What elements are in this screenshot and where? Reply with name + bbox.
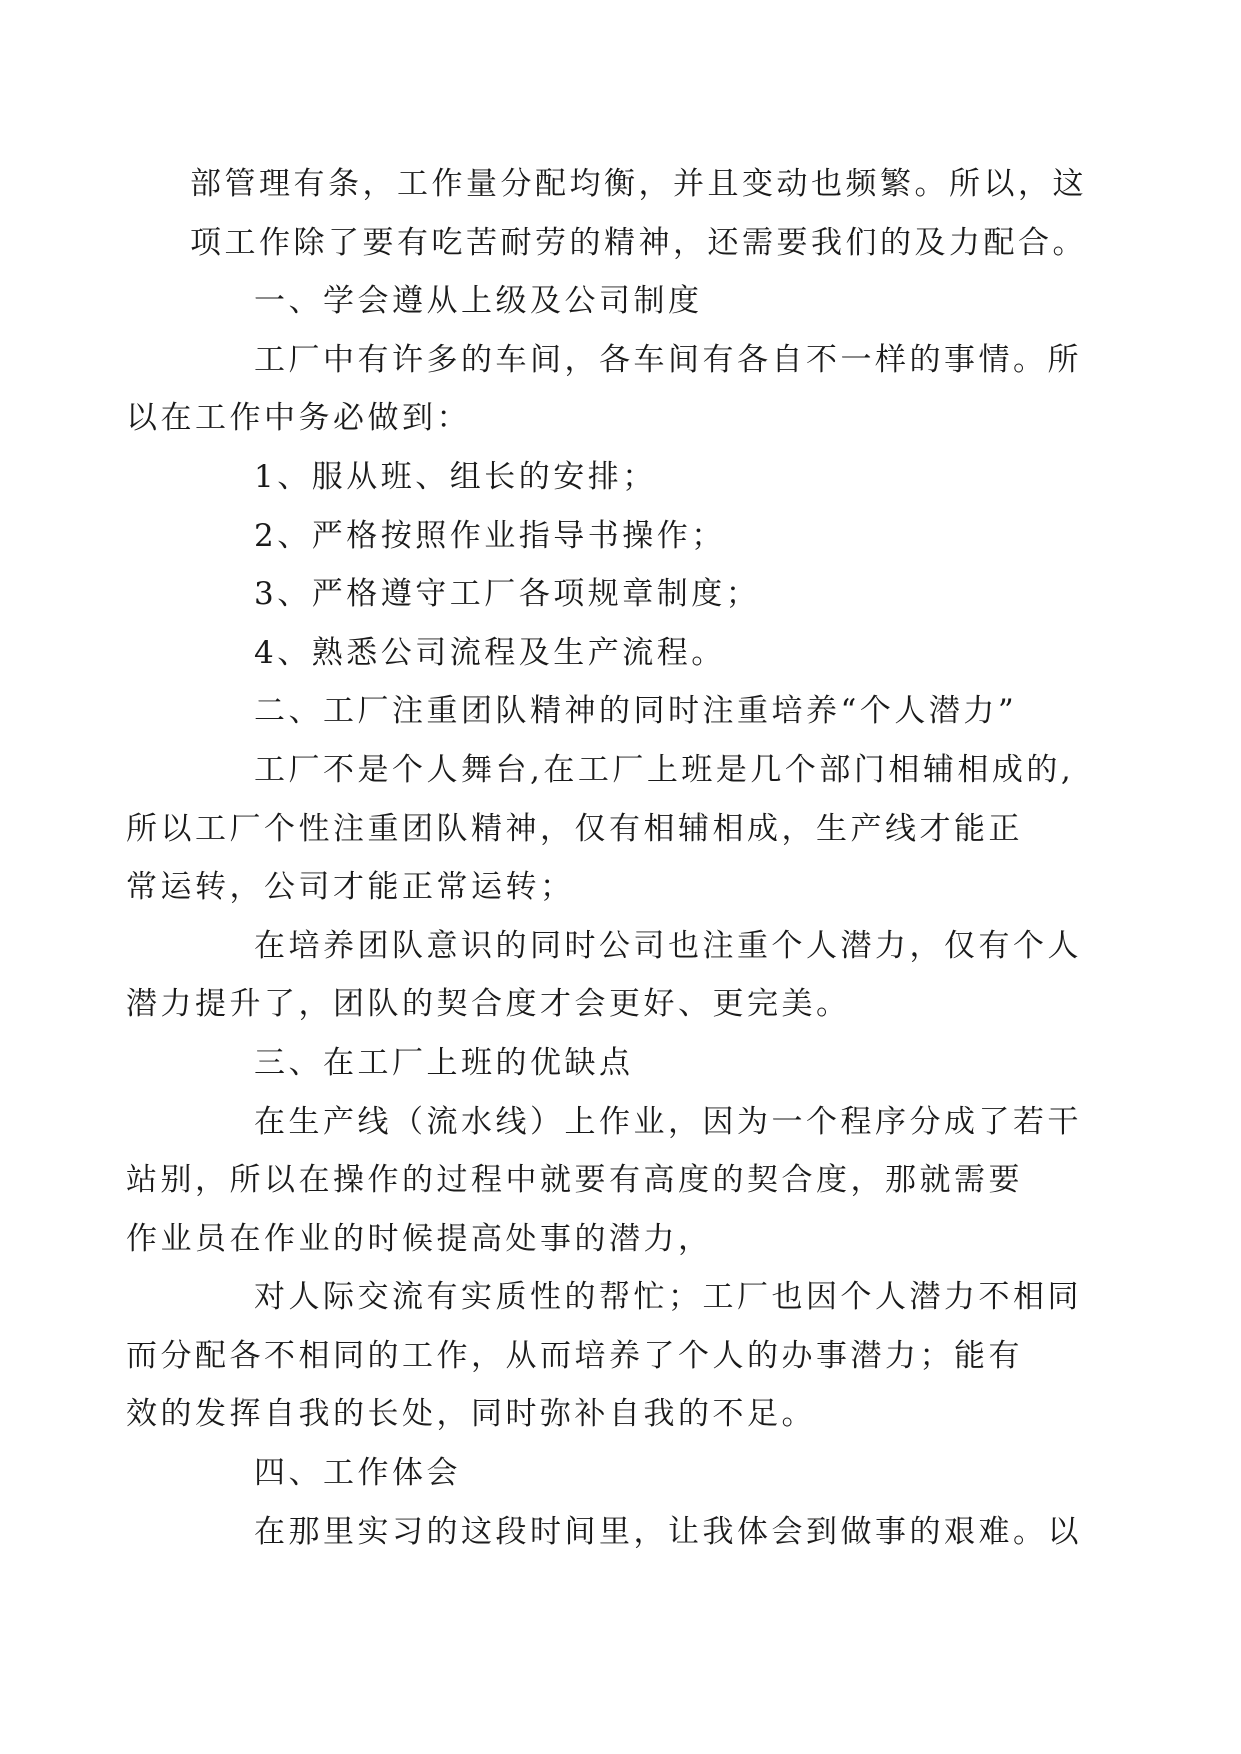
- text-line: 工厂不是个人舞台,在工厂上班是几个部门相辅相成的,: [254, 751, 1075, 788]
- text-line: 项工作除了要有吃苦耐劳的精神，还需要我们的及力配合。: [190, 224, 1087, 261]
- paragraph-intro: [190, 155, 1087, 272]
- list-item-text: 4、熟悉公司流程及生产流程。: [254, 634, 726, 671]
- list-item-text: 2、严格按照作业指导书操作；: [254, 517, 726, 554]
- text-line: 作业员在作业的时候提高处事的潜力，: [126, 1220, 713, 1257]
- section-heading-3: [190, 1034, 1070, 1093]
- text-line: 在生产线（流水线）上作业，因为一个程序分成了若干: [254, 1103, 1082, 1140]
- heading-text: 三、在工厂上班的优缺点: [254, 1044, 634, 1081]
- text-line: 站别，所以在操作的过程中就要有高度的契合度，那就需要: [126, 1162, 1023, 1199]
- paragraph-interpersonal: [126, 1268, 1082, 1444]
- list-item-1: [190, 448, 1070, 507]
- text-line: 常运转，公司才能正常运转；: [126, 869, 575, 906]
- section-heading-2: [190, 682, 1070, 741]
- paragraph-team-spirit: [126, 741, 1075, 917]
- list-item-3: [190, 565, 1070, 624]
- list-item-text: 1、服从班、组长的安排；: [254, 458, 657, 495]
- text-line: 潜力提升了，团队的契合度才会更好、更完美。: [126, 986, 851, 1023]
- list-item-4: [190, 624, 1070, 683]
- text-line: 而分配各不相同的工作，从而培养了个人的办事潜力；能有: [126, 1337, 1023, 1374]
- paragraph-production-line: [126, 1093, 1082, 1269]
- paragraph-experience: [190, 1503, 1082, 1562]
- heading-text: 四、工作体会: [254, 1455, 461, 1492]
- paragraph-workshops: [126, 331, 1082, 448]
- list-item-text: 3、严格遵守工厂各项规章制度；: [254, 576, 761, 613]
- heading-text: 二、工厂注重团队精神的同时注重培养“个人潜力”: [254, 693, 1018, 730]
- heading-text: 一、学会遵从上级及公司制度: [254, 283, 703, 320]
- text-line: 效的发挥自我的长处，同时弥补自我的不足。: [126, 1396, 816, 1433]
- text-line: 所以工厂个性注重团队精神，仅有相辅相成，生产线才能正: [126, 810, 1023, 847]
- section-heading-1: [190, 272, 1070, 331]
- text-line: 工厂中有许多的车间，各车间有各自不一样的事情。所: [254, 341, 1082, 378]
- document-body: [126, 155, 1087, 1561]
- text-line: 部管理有条，工作量分配均衡，并且变动也频繁。所以，这: [190, 166, 1087, 202]
- text-line: 在培养团队意识的同时公司也注重个人潜力，仅有个人: [254, 927, 1082, 964]
- text-line: 在那里实习的这段时间里，让我体会到做事的艰难。以: [254, 1513, 1082, 1550]
- paragraph-personal-potential: [126, 917, 1082, 1034]
- list-item-2: [190, 507, 1070, 566]
- section-heading-4: [190, 1444, 1070, 1503]
- text-line: 对人际交流有实质性的帮忙；工厂也因个人潜力不相同: [254, 1279, 1082, 1316]
- text-line: 以在工作中务必做到：: [126, 400, 471, 437]
